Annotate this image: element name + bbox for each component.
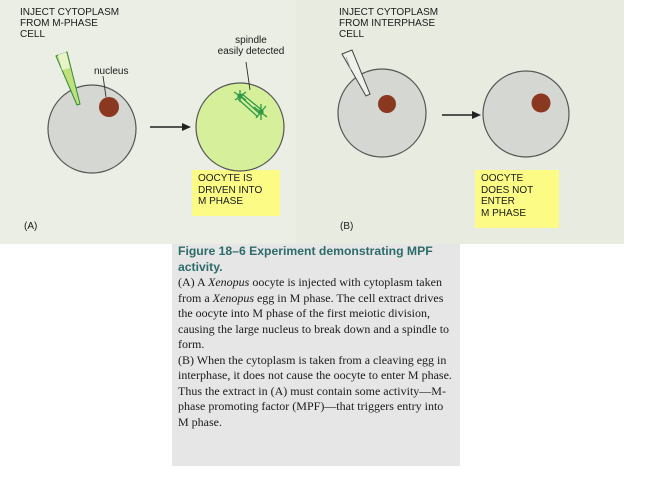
spindle-label: spindle easily detected [217, 35, 285, 57]
nucleus-label: nucleus [94, 66, 129, 77]
arrow-b [442, 111, 481, 119]
nucleus-b-before [378, 95, 396, 113]
panel-b-letter: (B) [340, 221, 354, 232]
caption-text-part-b: (B) When the cytoplasm is taken from a cleaving egg in interphase, it does not cause the oocyte to enter M phase. Thus the extract in (A) must contain some activity—M-phase promoting factor (MPF)—that triggers entry into M phase. [178, 352, 452, 429]
oocyte-cell-b-after [483, 71, 569, 157]
result-box-no-m-phase: OOCYTE DOES NOT ENTER M PHASE [475, 170, 559, 228]
nucleus-a [99, 97, 119, 117]
nucleus-b-after [532, 94, 551, 113]
caption-title: Figure 18–6 Experiment demonstrating MPF activity. [178, 244, 433, 274]
arrow-a [150, 123, 191, 131]
oocyte-cell-a-before [48, 85, 136, 173]
figure-caption [172, 244, 460, 466]
inject-m-phase-label: INJECT CYTOPLASM FROM M-PHASE CELL [20, 7, 120, 40]
result-box-m-phase: OOCYTE IS DRIVEN INTO M PHASE [192, 170, 280, 216]
inject-interphase-label: INJECT CYTOPLASM FROM INTERPHASE CELL [339, 7, 439, 40]
panel-a-letter: (A) [24, 221, 38, 232]
oocyte-cell-b-before [338, 69, 426, 157]
caption-text-part-a: (A) A Xenopus oocyte is injected with cytoplasm taken from a Xenopus egg in M phase. The cell extract drives the oocyte into M phase of the first meiotic division, causing the large nucleus to break down and a spindle to form. [178, 275, 450, 351]
